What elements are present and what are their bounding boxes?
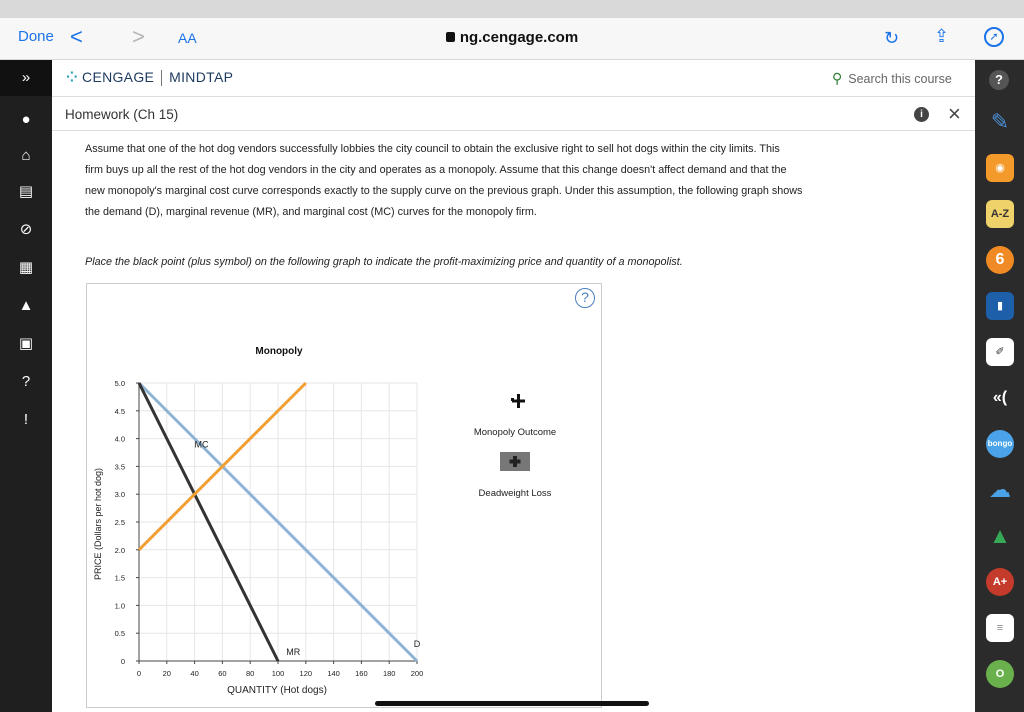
x-tick-label: 20	[162, 669, 171, 678]
x-tick-label: 140	[327, 669, 340, 678]
bongo-icon[interactable]: bongo	[986, 430, 1014, 458]
y-tick-label: 3.5	[114, 462, 125, 472]
reload-icon[interactable]: ↻	[884, 28, 900, 48]
series-label-mr: MR	[286, 647, 301, 658]
question-line: new monopoly's marginal cost curve corresponds exactly to the supply curve on the previous graph. Under this assumption, the following graph shows	[85, 185, 803, 197]
y-tick-label: 2.0	[114, 545, 125, 555]
y-tick-label: 4.5	[114, 406, 125, 416]
y-tick-label: 3.0	[114, 490, 125, 500]
dictionary-icon[interactable]: A-Z	[986, 200, 1014, 228]
home-indicator	[375, 701, 649, 706]
news-icon[interactable]: ▦	[18, 259, 34, 276]
series-label-d: D	[413, 639, 421, 650]
pencil-icon[interactable]: ✎	[990, 109, 1010, 134]
app-dock	[975, 60, 1024, 712]
help-circle-icon[interactable]: ?	[21, 373, 31, 390]
home-icon[interactable]: ⌂	[21, 147, 31, 164]
lock-icon	[446, 32, 455, 42]
y-tick-label: 4.0	[114, 434, 125, 444]
x-tick-label: 0	[136, 669, 142, 678]
deadweight-loss-label: Deadweight Loss	[478, 488, 552, 499]
text-size-button[interactable]: AA	[178, 30, 197, 46]
address-bar[interactable]	[0, 29, 1024, 46]
back-icon[interactable]: <	[70, 24, 83, 49]
user-icon[interactable]: ●	[21, 111, 31, 128]
instruction-text: Place the black point (plus symbol) on the following graph to indicate the profit-maximizing price and quantity of a monopolist.	[85, 256, 683, 268]
question-line: firm buys up all the rest of the hot dog vendors in the city and operates as a monopoly. Assume that this change doesn't affect demand and that the	[85, 164, 787, 176]
compass-nav-icon[interactable]: ⊘	[19, 221, 33, 238]
x-tick-label: 160	[355, 669, 368, 678]
question-line: Assume that one of the hot dog vendors successfully lobbies the city council to obtain the exclusive right to sell hot dogs within the city limits. This	[85, 143, 780, 155]
x-tick-label: 100	[271, 669, 285, 678]
notebook-icon[interactable]: ▤	[18, 183, 34, 200]
browser-toolbar	[0, 18, 1024, 60]
audio-icon[interactable]: «(	[992, 389, 1008, 406]
logo-mark-icon: ⁘	[66, 69, 79, 85]
y-tick-label: 0.5	[114, 629, 125, 639]
expand-nav-button[interactable]: »	[0, 60, 52, 96]
series-label-mc: MC	[194, 439, 209, 450]
share-icon[interactable]: ⇪	[934, 26, 950, 46]
compass-icon[interactable]: ➚	[984, 27, 1004, 47]
aplus-icon[interactable]: A+	[986, 568, 1014, 596]
x-tick-label: 200	[410, 669, 424, 678]
monopoly-chart[interactable]	[87, 284, 603, 709]
x-tick-label: 80	[246, 669, 255, 678]
cengage-header	[52, 60, 975, 97]
url-text: ng.cengage.com	[459, 29, 579, 46]
plus-point-icon[interactable]	[511, 394, 525, 408]
six-icon[interactable]: 6	[986, 246, 1014, 274]
y-tick-label: 0	[120, 657, 125, 666]
close-icon[interactable]: ×	[948, 101, 961, 126]
x-tick-label: 40	[190, 669, 199, 678]
notebook-dock-icon[interactable]: ≡	[986, 614, 1014, 642]
search-placeholder: Search this course	[848, 72, 952, 86]
divider	[52, 130, 975, 131]
y-tick-label: 5.0	[114, 379, 125, 388]
x-tick-label: 180	[382, 669, 396, 678]
drive-icon[interactable]: ▲	[989, 523, 1011, 548]
cengage-mindtap-logo[interactable]	[66, 69, 233, 86]
graph-card	[86, 283, 602, 708]
book-icon[interactable]: ▮	[986, 292, 1014, 320]
x-axis-label: QUANTITY (Hot dogs)	[227, 685, 327, 696]
done-button[interactable]: Done	[18, 28, 54, 45]
y-tick-label: 1.0	[114, 601, 125, 611]
graduation-cap-icon[interactable]: ▲	[18, 297, 34, 314]
ios-status-bar	[0, 0, 1024, 18]
deadweight-loss-tool[interactable]	[479, 452, 552, 499]
monopoly-outcome-label: Monopoly Outcome	[473, 427, 557, 438]
info-icon[interactable]: i	[914, 107, 929, 122]
y-tick-label: 1.5	[114, 573, 125, 583]
x-tick-label: 120	[299, 669, 313, 678]
logo-brand: CENGAGE	[82, 69, 155, 85]
search-icon: ⚲	[832, 70, 843, 86]
help-icon[interactable]: ?	[989, 70, 1009, 90]
graph-help-icon[interactable]: ?	[575, 288, 595, 308]
rss-icon[interactable]: ◉	[986, 154, 1014, 182]
y-tick-label: 2.5	[114, 518, 125, 527]
left-nav	[0, 60, 52, 712]
x-tick-label: 60	[218, 669, 227, 678]
search-course[interactable]	[832, 70, 952, 87]
homework-title: Homework (Ch 15)	[65, 107, 179, 122]
logo-product: MINDTAP	[169, 69, 234, 85]
notes-icon[interactable]: ✐	[986, 338, 1014, 366]
y-axis-label: PRICE (Dollars per hot dog)	[93, 467, 103, 581]
o-icon[interactable]: O	[986, 660, 1014, 688]
briefcase-icon[interactable]: ▣	[18, 335, 34, 352]
chart-title: Monopoly	[255, 346, 303, 357]
question-line: the demand (D), marginal revenue (MR), and marginal cost (MC) curves for the monopoly firm.	[85, 206, 537, 218]
question-text	[85, 139, 885, 223]
forward-icon[interactable]: >	[132, 24, 145, 49]
monopoly-outcome-tool[interactable]	[474, 394, 556, 438]
feedback-icon[interactable]: !	[23, 411, 29, 428]
cloud-icon[interactable]: ☁	[989, 477, 1011, 502]
